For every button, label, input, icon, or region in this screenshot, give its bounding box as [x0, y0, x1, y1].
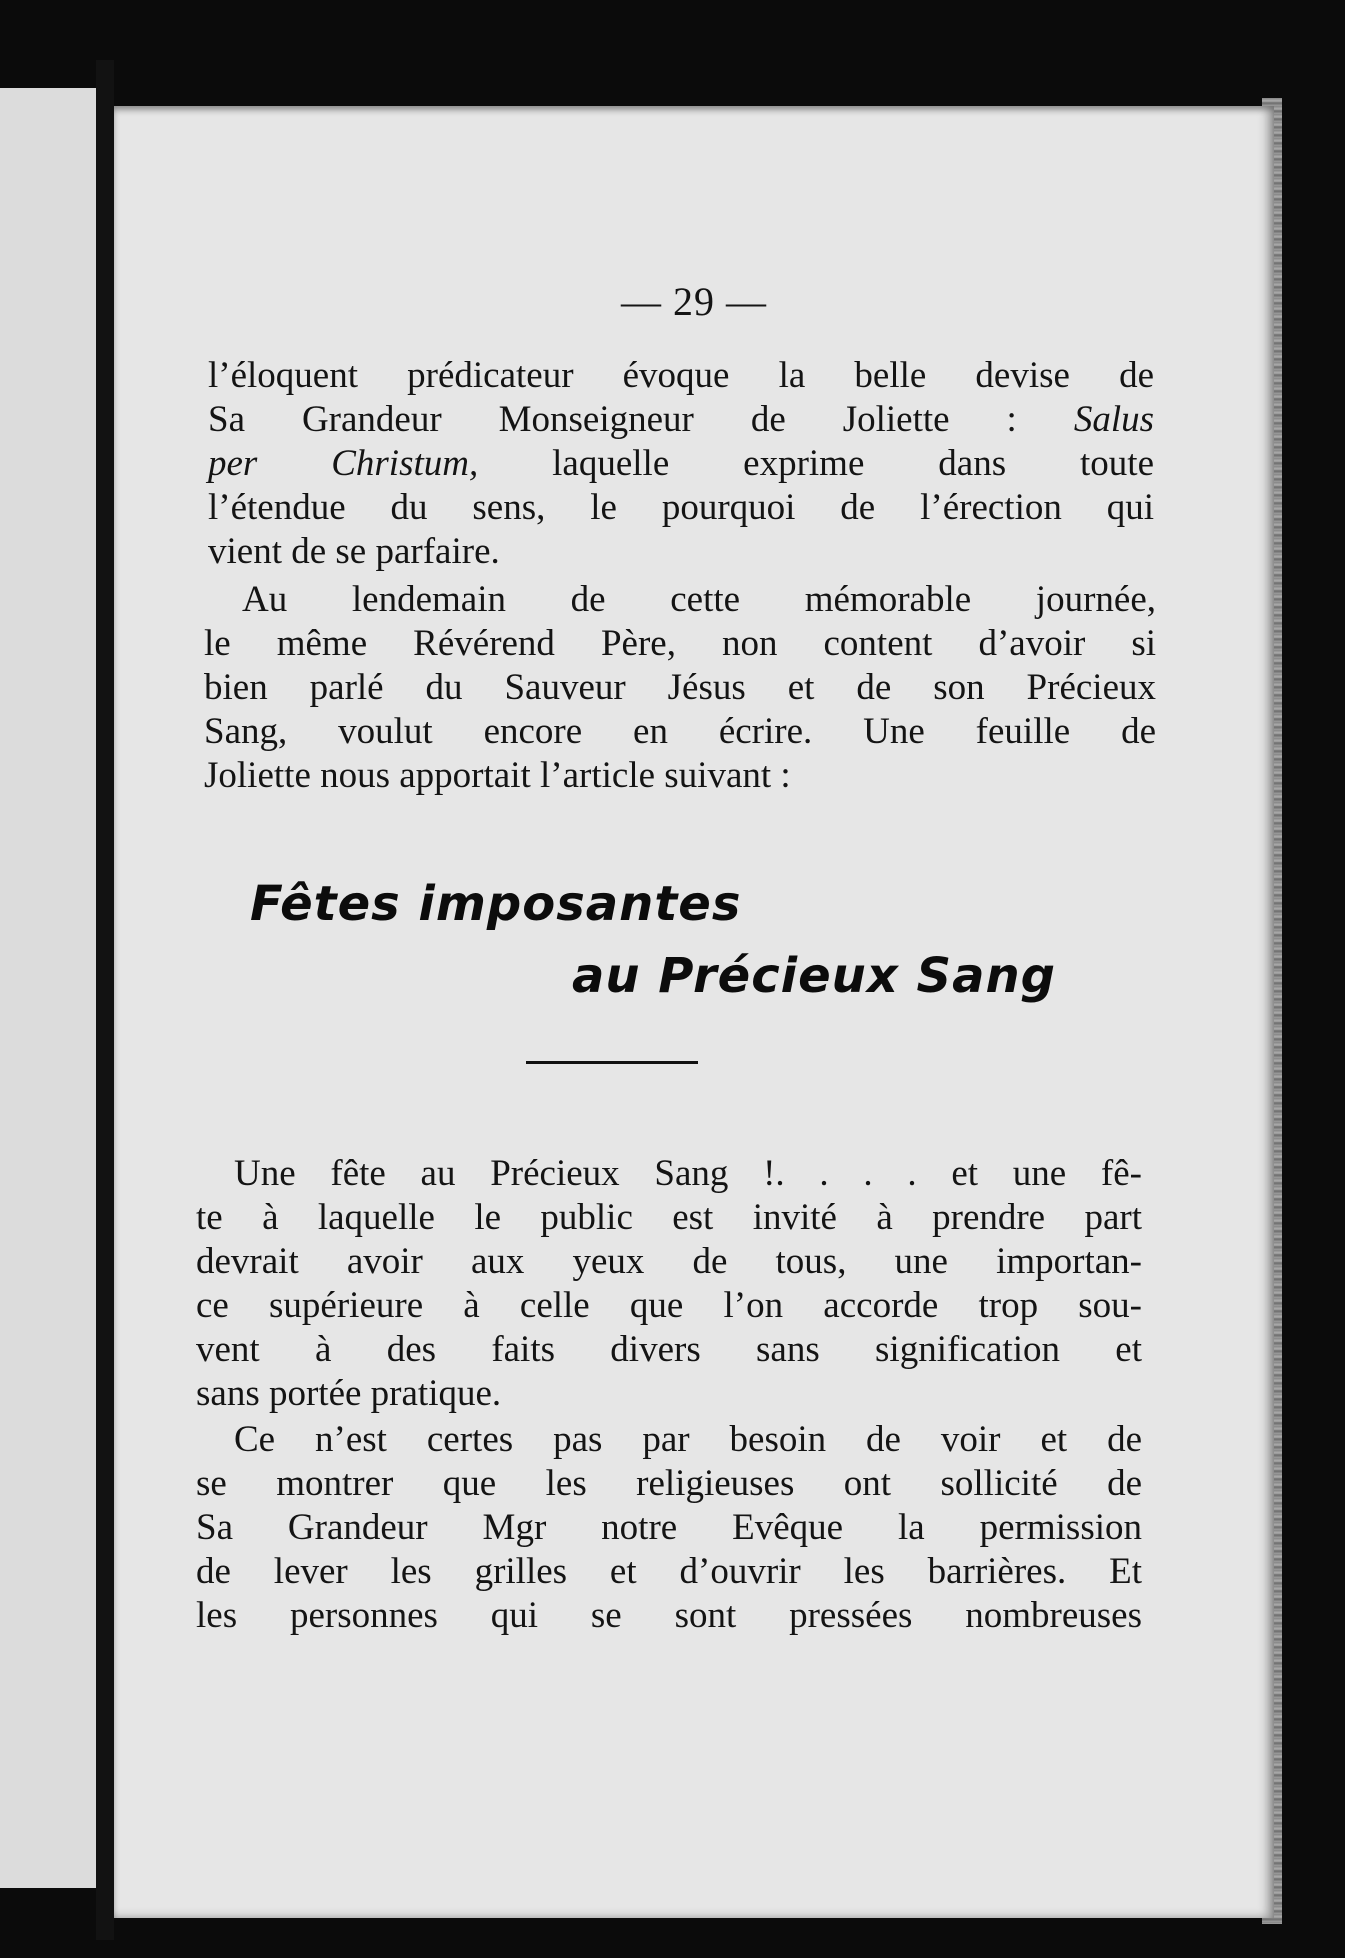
text-line: l’éloquent prédicateur évoque la belle devise de [208, 355, 1154, 396]
text-line: te à laquelle le public est invité à prendre part [196, 1197, 1142, 1238]
title-divider-rule [526, 1061, 698, 1064]
text-line [208, 442, 1154, 486]
motto-latin-italic: Salus [1073, 399, 1154, 440]
facing-page-edge [0, 88, 100, 1888]
text-line: Joliette nous apportait l’article suivant : [204, 755, 791, 796]
text-line: Sang, voulut encore en écrire. Une feuille de [204, 711, 1156, 752]
text-line: l’étendue du sens, le pourquoi de l’érection qui [208, 487, 1154, 528]
page-number: — 29 — [621, 279, 767, 324]
paragraph-3 [196, 1152, 1142, 1416]
text-line: Au lendemain de cette mémorable journée, [242, 579, 1156, 620]
text-line: Une fête au Précieux Sang !. . . . et une fê- [234, 1153, 1142, 1194]
book-page [114, 106, 1274, 1918]
text-line: le même Révérend Père, non content d’avoir si [204, 623, 1156, 664]
text-line: Ce n’est certes pas par besoin de voir et de [234, 1419, 1142, 1460]
text-line: sans portée pratique. [196, 1373, 502, 1414]
paragraph-1 [208, 354, 1154, 574]
text-line: devrait avoir aux yeux de tous, une importan- [196, 1241, 1142, 1282]
text-line [208, 398, 1154, 442]
text-line: les personnes qui se sont pressées nombreuses [196, 1595, 1142, 1636]
article-title-line-1: Fêtes imposantes [250, 876, 742, 932]
paragraph-4 [196, 1418, 1142, 1638]
text-line: vent à des faits divers sans signification et [196, 1329, 1142, 1370]
book-gutter [96, 60, 114, 1940]
text-line: Sa Grandeur Mgr notre Evêque la permission [196, 1507, 1142, 1548]
text-line: se montrer que les religieuses ont sollicité de [196, 1463, 1142, 1504]
text-line: ce supérieure à celle que l’on accorde trop sou- [196, 1285, 1142, 1326]
text-line: vient de se parfaire. [208, 531, 500, 572]
article-title-line-2: au Précieux Sang [572, 948, 1056, 1004]
paragraph-2 [204, 578, 1156, 798]
motto-latin-italic: per Christum, [208, 443, 479, 484]
text-line: bien parlé du Sauveur Jésus et de son Précieux [204, 667, 1156, 708]
text-fragment: laquelle exprime dans toute [552, 443, 1154, 484]
text-fragment: Sa Grandeur Monseigneur de Joliette : [208, 399, 1017, 440]
text-line: de lever les grilles et d’ouvrir les barrières. Et [196, 1551, 1142, 1592]
